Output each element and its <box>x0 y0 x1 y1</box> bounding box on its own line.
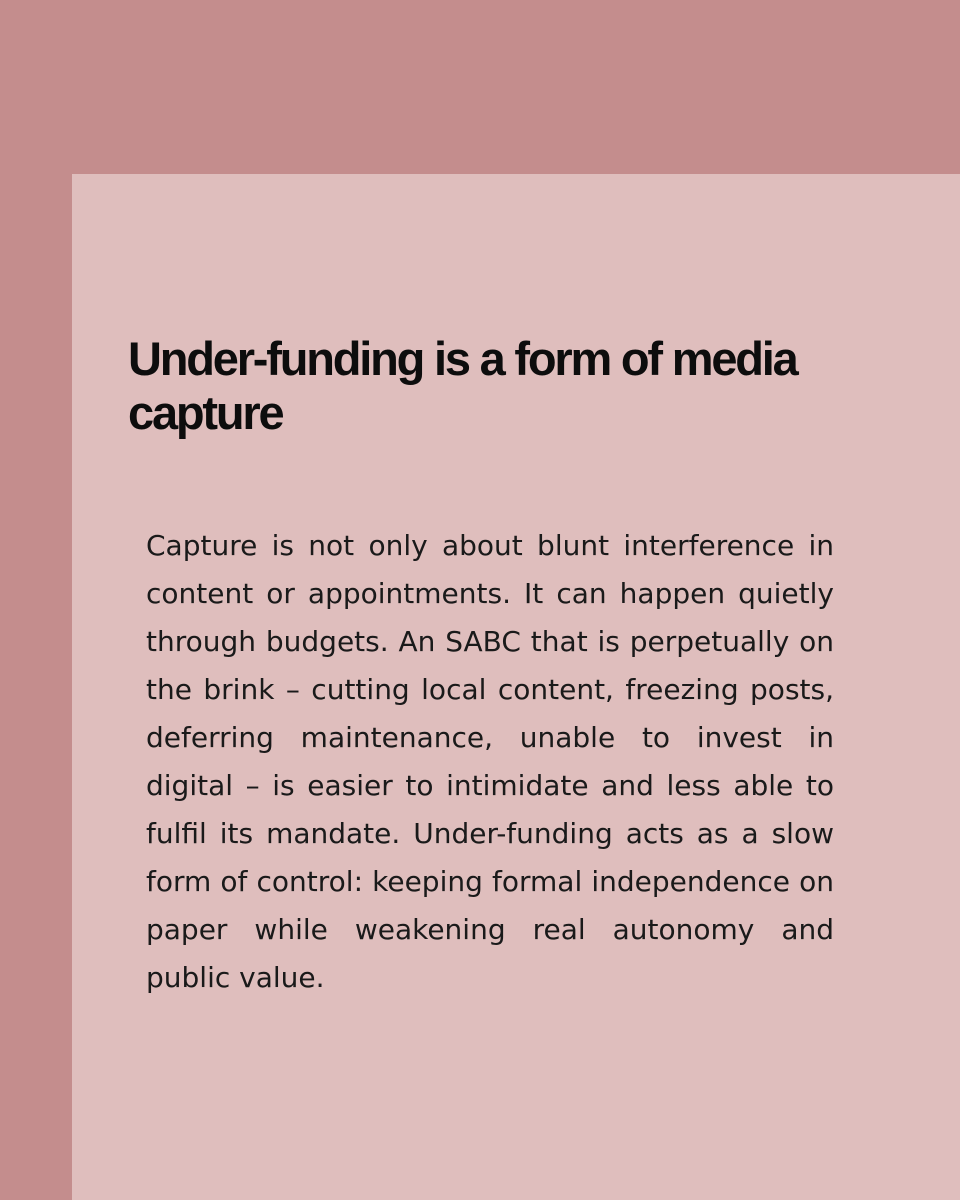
page-title: Under-funding is a form of media capture <box>128 332 797 439</box>
content-card <box>72 174 960 1200</box>
body-paragraph: Capture is not only about blunt interference in content or appointments. It can happen quietly through budgets. An SABC that is perpetually on the brink – cutting local content, freezing posts, deferring maintenance, unable to invest in digital – is easier to intimidate and less able to fulfil its mandate. Under-funding acts as a slow form of control: keeping formal independence on paper while weakening real autonomy and public value. <box>146 529 834 994</box>
